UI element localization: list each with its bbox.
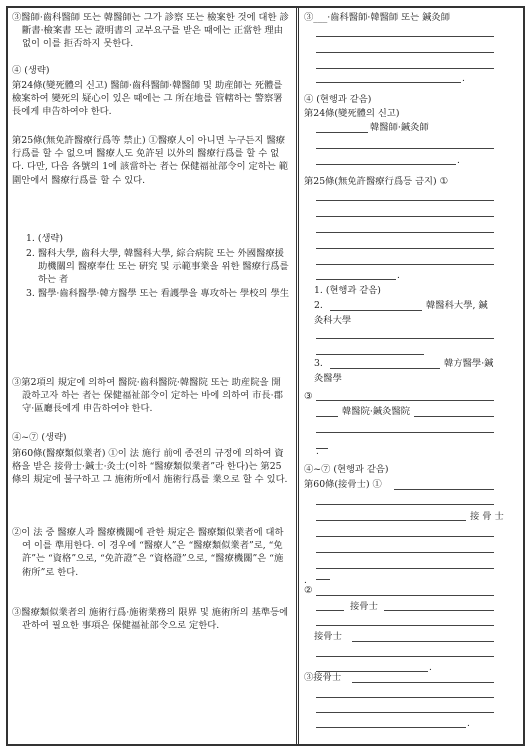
inserted-text: 灸醫學 (314, 373, 342, 384)
paragraph: ④~⑦ (생략) (12, 432, 67, 443)
blank-line (316, 697, 494, 698)
blank-line (316, 610, 344, 611)
blank-line (316, 200, 494, 201)
paragraph: ③醫師·齒科醫師 또는 韓醫師는 그가 診察 또는 檢案한 것에 대한 診斷書·檢案書 또는 證明書의 교부요구를 받은 때에는 正當한 理由없이 이를 拒否하지 못한다. (12, 12, 289, 50)
paragraph: ③ (304, 391, 313, 402)
period-mark: . (467, 719, 470, 729)
blank-line (316, 232, 494, 233)
blank-line (316, 216, 494, 217)
period-mark: . (316, 447, 319, 457)
blank-line (316, 432, 494, 433)
blank-line (316, 552, 494, 553)
paragraph: ④~⑦ (현행과 같음) (304, 464, 389, 475)
inserted-text: 接 骨 士 (470, 511, 504, 522)
blank-line (316, 536, 494, 537)
blank-line (316, 132, 368, 133)
list-item: 3. 醫學·齒科醫學·韓方醫學 또는 看護學을 專攻하는 學校의 學生 (26, 288, 290, 299)
paragraph: ③___·齒科醫師·韓醫師 또는 鍼灸師 (304, 12, 450, 23)
blank-line (316, 625, 494, 626)
blank-line (316, 164, 456, 165)
column-divider (296, 6, 299, 746)
blank-line (316, 248, 494, 249)
blank-line (316, 36, 494, 37)
inserted-text: 韓醫院·鍼灸醫院 (342, 406, 411, 417)
blank-line (316, 264, 494, 265)
inserted-text: 灸科大學 (314, 315, 352, 326)
paragraph: ④ (현행과 같음) (304, 94, 372, 105)
blank-line (316, 520, 466, 521)
paragraph: ③接骨士 (304, 672, 342, 683)
blank-line (316, 68, 494, 69)
paragraph: 第24條(變死體의 신고) 醫師·齒科醫師·韓醫師 및 助産師는 死體를 檢案하여 變死의 疑心이 있은 때에는 그 所在地를 管轄하는 警察署長에게 申告하여야 한다. (12, 80, 283, 118)
blank-line (316, 354, 424, 355)
blank-line (394, 489, 494, 490)
period-mark: . (457, 156, 460, 166)
paragraph: 第60條(醫療類似業者) ①이 法 施行 前에 종전의 규정에 의하여 資格을 받은 接骨士·鍼士·灸士(이하 “醫療類似業者”라 한다)는 第25條의 規定에 불구하고 그 施術所에서 施術行爲를 業으로 할 수 있다. (12, 448, 288, 486)
inserted-text: 韓醫師·鍼灸師 (370, 122, 429, 133)
paragraph: 第24條(變死體의 신고) (304, 108, 400, 119)
blank-line (316, 656, 494, 657)
blank-line (316, 416, 338, 417)
list-item: 1. (생략) (26, 233, 64, 244)
blank-line (316, 568, 494, 569)
blank-line (330, 368, 440, 369)
blank-line (316, 712, 494, 713)
paragraph: ④ (생략) (12, 65, 50, 76)
blank-line (330, 310, 422, 311)
blank-line (316, 52, 494, 53)
paragraph: ②이 法 중 醫療人과 醫療機關에 관한 規定은 醫療類似業者에 대하여 이를 準用한다. 이 경우에 “醫療人”은 “醫療類似業者”로, “免許”는 “資格”으로, “免許證”은 “資格證”으로, “醫療機關”은 “施術所”로 한다. (12, 527, 284, 578)
paragraph: 第60條(接骨士) ① (304, 479, 382, 490)
paragraph: 第25條(無免許醫療行爲등 금지) ① (304, 176, 448, 187)
blank-line (316, 727, 466, 728)
list-item: 2. 醫科大學, 齒科大學, 韓醫科大學, 綜合病院 또는 外國醫療援助機關의 醫療奉仕 또는 硏究 및 示範事業을 위한 醫療行爲를 하는 者 (26, 248, 289, 286)
blank-line (384, 610, 494, 611)
period-mark: . (462, 74, 465, 84)
blank-line (316, 595, 494, 596)
paragraph: ② (304, 585, 313, 596)
paragraph: ③第2項의 規定에 의하여 醫院·齒科醫院·韓醫院 또는 助産院을 開設하고자 하는 者는 保健福祉部令이 定하는 바에 의하여 市長·郡守·區廳長에게 申告하여야 한다. (12, 377, 283, 415)
list-item: 2. (314, 300, 323, 311)
inserted-text: 接骨士 (350, 601, 378, 612)
period-mark: . (304, 576, 307, 586)
inserted-text: 接骨士 (314, 631, 342, 642)
paragraph: ③醫療類似業者의 施術行爲·施術業務의 限界 및 施術所의 基準등에 관하여 필요한 事項은 保健福祉部令으로 定한다. (12, 607, 289, 632)
blank-line (316, 579, 330, 580)
paragraph: 第25條(無免許醫療行爲等 禁止) ①醫療人이 아니면 누구든지 醫療行爲를 할 수 없으며 醫療人도 免許된 以外의 醫療行爲를 할 수 없다. 다만, 다음 各號의 1에 該當하는 者는 保健福祉部令이 定하는 範圍안에서 醫療行爲를 할 수 있다. (12, 135, 289, 186)
inserted-text: 韓醫科大學, 鍼 (426, 300, 488, 311)
period-mark: . (397, 271, 400, 281)
blank-line (316, 148, 494, 149)
list-item: 1. (현행과 같음) (314, 285, 381, 296)
period-mark: . (429, 663, 432, 673)
inserted-text: 韓方醫學·鍼 (444, 358, 494, 369)
blank-line (316, 279, 396, 280)
blank-line (316, 400, 494, 401)
blank-line (316, 82, 461, 83)
list-item: 3. (314, 358, 323, 369)
blank-line (352, 641, 494, 642)
blank-line (352, 682, 494, 683)
blank-line (316, 504, 494, 505)
blank-line (316, 338, 494, 339)
blank-line (414, 416, 494, 417)
